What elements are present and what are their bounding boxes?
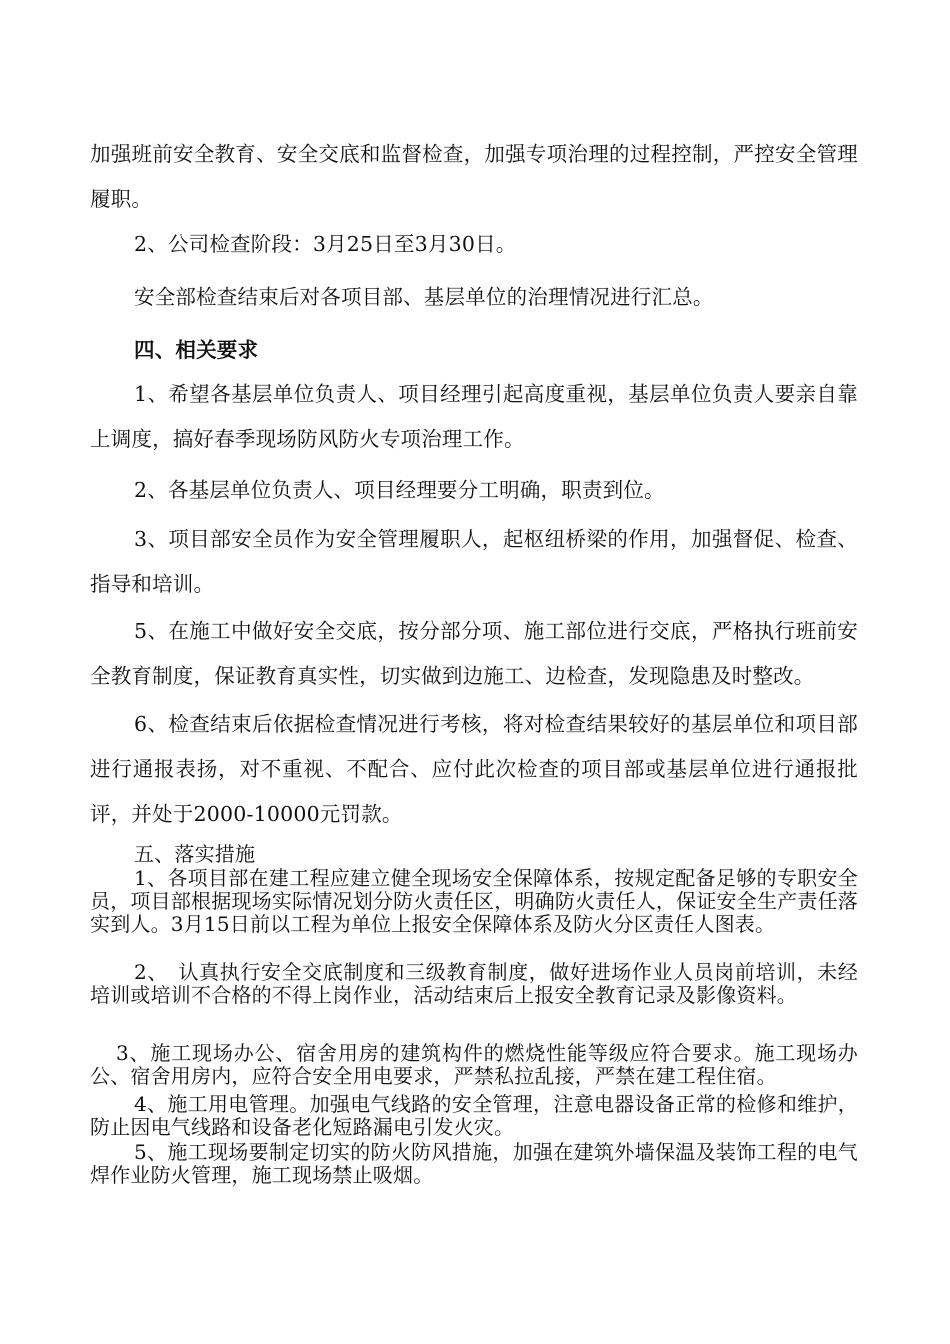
paragraph-measure-3: 3、施工现场办公、宿舍用房的建筑构件的燃烧性能等级应符合要求。施工现场办公、宿舍用房内，应符合安全用电要求，严禁私拉乱接，严禁在建工程住宿。 xyxy=(90,1041,858,1088)
paragraph-3: 安全部检查结束后对各项目部、基层单位的治理情况进行汇总。 xyxy=(134,285,714,309)
paragraph-2: 2、公司检查阶段：3月25日至3月30日。 xyxy=(134,232,517,256)
paragraph-req-2: 2、各基层单位负责人、项目经理要分工明确，职责到位。 xyxy=(134,478,665,502)
paragraph-measure-5: 5、施工现场要制定切实的防火防风措施，加强在建筑外墙保温及装饰工程的电气焊作业防火管理，施工现场禁止吸烟。 xyxy=(90,1140,858,1187)
paragraph-req-6: 6、检查结束后依据检查情况进行考核，将对检查结果较好的基层单位和项目部进行通报表扬，对不重视、不配合、应付此次检查的项目部或基层单位进行通报批评，并处于2000-10000元罚款。 xyxy=(90,712,858,826)
section-heading-measures: 五、落实措施 xyxy=(134,842,256,866)
paragraph-measure-2: 2、 认真执行安全交底制度和三级教育制度，做好进场作业人员岗前培训，未经培训或培训不合格的不得上岗作业，活动结束后上报安全教育记录及影像资料。 xyxy=(90,960,858,1007)
section-heading-requirements: 四、相关要求 xyxy=(134,338,259,362)
paragraph-req-3: 3、项目部安全员作为安全管理履职人，起枢纽桥梁的作用，加强督促、检查、指导和培训。 xyxy=(90,527,858,596)
paragraph-req-1: 1、希望各基层单位负责人、项目经理引起高度重视，基层单位负责人要亲自靠上调度，搞好春季现场防风防火专项治理工作。 xyxy=(90,382,858,451)
paragraph-req-5: 5、在施工中做好安全交底，按分部分项、施工部位进行交底，严格执行班前安全教育制度，保证教育真实性，切实做到边施工、边检查，发现隐患及时整改。 xyxy=(90,619,858,688)
paragraph-measure-4: 4、施工用电管理。加强电气线路的安全管理，注意电器设备正常的检修和维护，防止因电气线路和设备老化短路漏电引发火灾。 xyxy=(90,1092,858,1139)
paragraph-measure-1: 1、各项目部在建工程应建立健全现场安全保障体系，按规定配备足够的专职安全员，项目部根据现场实际情况划分防火责任区，明确防火责任人，保证安全生产责任落实到人。3月15日前以工程为单位上报安全保障体系及防火分区责任人图表。 xyxy=(90,866,858,936)
paragraph-1: 加强班前安全教育、安全交底和监督检查，加强专项治理的过程控制，严控安全管理履职。 xyxy=(90,142,858,211)
